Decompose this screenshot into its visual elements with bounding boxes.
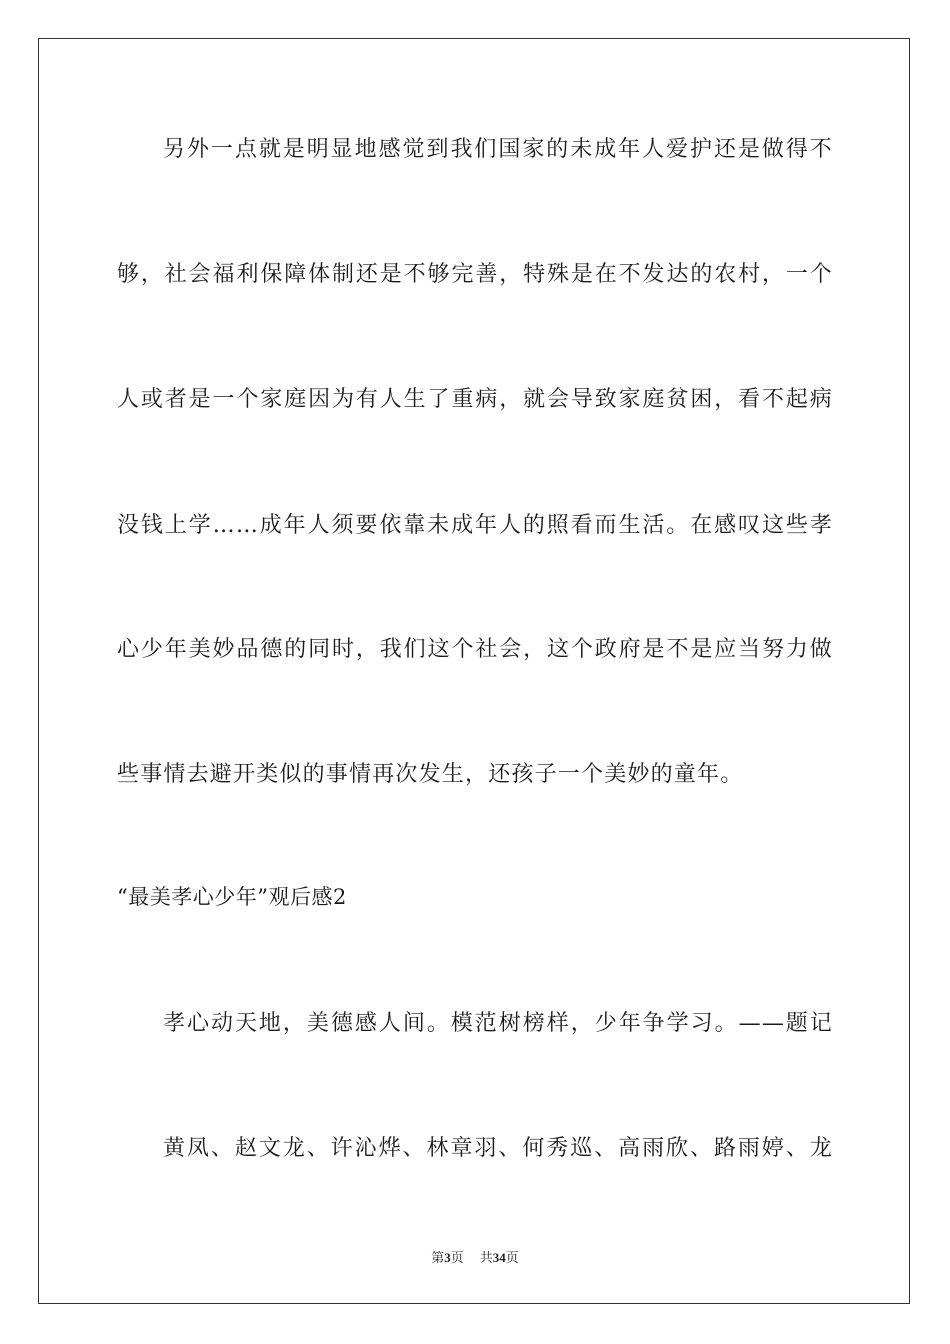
page-border [38, 38, 910, 1304]
current-page-number: 3 [444, 1250, 451, 1265]
paragraph-1-line-1: 另外一点就是明显地感觉到我们国家的未成年人爱护还是做得不 [163, 137, 833, 162]
footer-total-suffix: 页 [505, 1250, 519, 1265]
paragraph-3-line-1: 黄凤、赵文龙、许沁烨、林章羽、何秀巡、高雨欣、路雨婷、龙 [163, 1136, 833, 1161]
footer-total-prefix: 共 [479, 1250, 493, 1265]
paragraph-1-line-3: 人或者是一个家庭因为有人生了重病，就会导致家庭贫困，看不起病 [117, 387, 833, 412]
footer-prefix: 第 [431, 1250, 445, 1265]
page-footer [0, 1247, 950, 1266]
section-title: “最美孝心少年”观后感2 [117, 885, 347, 909]
paragraph-2: 孝心动天地，美德感人间。模范树榜样，少年争学习。——题记 [163, 1011, 833, 1036]
total-pages-number: 34 [492, 1250, 506, 1265]
footer-page-suffix: 页 [450, 1250, 464, 1265]
paragraph-1-line-6: 些事情去避开类似的事情再次发生，还孩子一个美妙的童年。 [117, 762, 744, 787]
paragraph-1-line-5: 心少年美妙品德的同时，我们这个社会，这个政府是不是应当努力做 [117, 637, 833, 662]
paragraph-1-line-2: 够，社会福利保障体制还是不够完善，特殊是在不发达的农村，一个 [117, 262, 833, 287]
paragraph-1-line-4: 没钱上学……成年人须要依靠未成年人的照看而生活。在感叹这些孝 [117, 513, 833, 538]
